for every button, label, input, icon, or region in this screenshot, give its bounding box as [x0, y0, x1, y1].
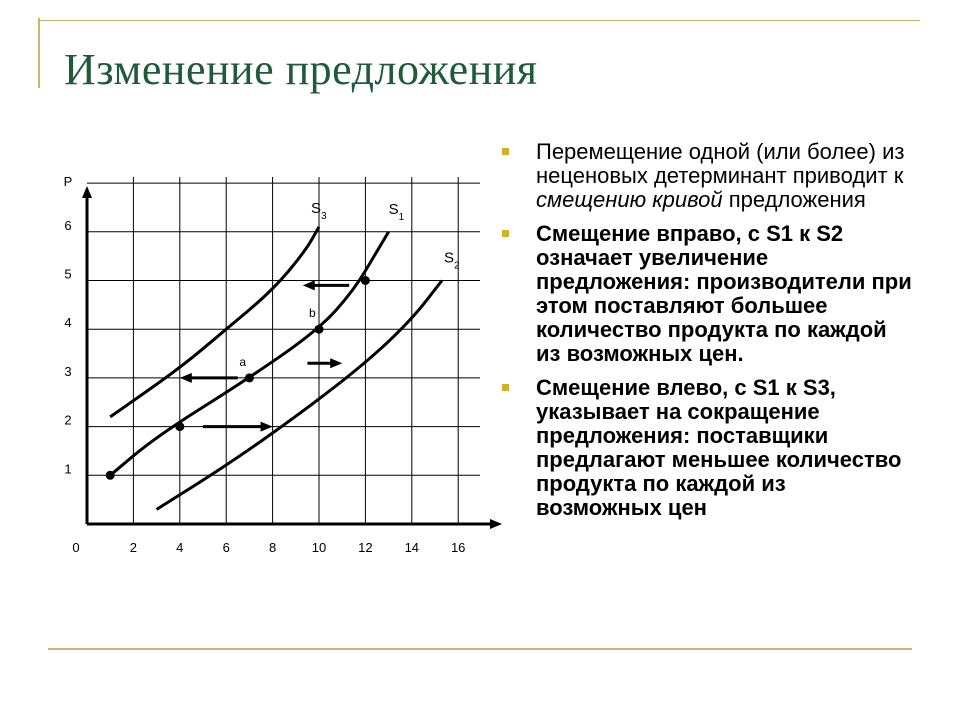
curve-label-s1: [389, 201, 405, 223]
x-tick-label: 4: [176, 540, 184, 555]
y-tick-label: 2: [64, 412, 72, 428]
x-tick-label: 14: [404, 540, 420, 555]
x-tick-label: 2: [129, 540, 138, 555]
bullet-1-text-part2: предложения: [722, 187, 866, 212]
curve-label-main: S: [388, 200, 399, 218]
bullet-list: [496, 140, 916, 530]
supply-chart: [0, 0, 520, 580]
curve-label-main: S: [311, 199, 322, 217]
bullet-item-1: [496, 140, 916, 212]
x-tick-label: 16: [450, 540, 466, 555]
point-label: b: [309, 306, 316, 321]
x-tick-label: 8: [268, 540, 277, 555]
curve-s3: [110, 227, 319, 417]
shift-arrow-head-icon: [180, 373, 192, 383]
curve-label-subscript: 2: [453, 260, 460, 271]
shift-arrow-head-icon: [261, 422, 273, 432]
y-axis-arrow-icon: [82, 186, 92, 198]
page-title: Изменение предложения: [64, 45, 538, 94]
curve-label-s2: [444, 250, 460, 272]
curve-label-subscript: 3: [321, 210, 327, 222]
data-point: [106, 471, 115, 480]
curve-label-main: S: [443, 249, 454, 267]
data-point: [361, 276, 370, 285]
data-point: [315, 325, 324, 334]
curve-s1: [110, 232, 388, 475]
bullet-3-text: Смещение влево, с S1 к S3, указывает на сокращение предложения: поставщики предлагают меньшее количество продукта по каждой из возможных цен: [536, 375, 902, 520]
bullet-square-icon: [502, 230, 509, 237]
y-tick-label: 5: [64, 266, 72, 282]
y-tick-label: 4: [64, 315, 72, 331]
x-tick-label: 0: [72, 540, 80, 555]
bullet-1-italic-text: смещению кривой: [536, 187, 723, 212]
bullet-item-3: [496, 376, 916, 520]
x-tick-label: 6: [222, 540, 230, 555]
y-tick-label: 1: [64, 461, 72, 477]
y-tick-label: 6: [64, 217, 72, 233]
x-tick-label: 10: [311, 540, 327, 555]
point-label: a: [239, 354, 247, 369]
bullet-item-2: [496, 222, 916, 366]
y-tick-label: 3: [64, 363, 72, 379]
data-point: [175, 422, 184, 431]
footer-rule: [48, 648, 912, 650]
x-tick-label: 12: [358, 540, 373, 555]
shift-arrow-head-icon: [330, 358, 342, 368]
bullet-square-icon: [502, 148, 509, 155]
bullet-2-text: Смещение вправо, с S1 к S2 означает увеличение предложения: производители при этом поставляют большее количество продукта по каждой из возможных цен.: [536, 221, 912, 366]
data-point: [245, 373, 254, 382]
curve-label-subscript: 1: [398, 211, 405, 223]
bullet-square-icon: [502, 384, 509, 391]
shift-arrow-head-icon: [303, 280, 315, 290]
bullet-1-text-part1: Перемещение одной (или более) из неценовых детерминант приводит к: [536, 139, 905, 188]
y-axis-label: P: [63, 174, 73, 189]
